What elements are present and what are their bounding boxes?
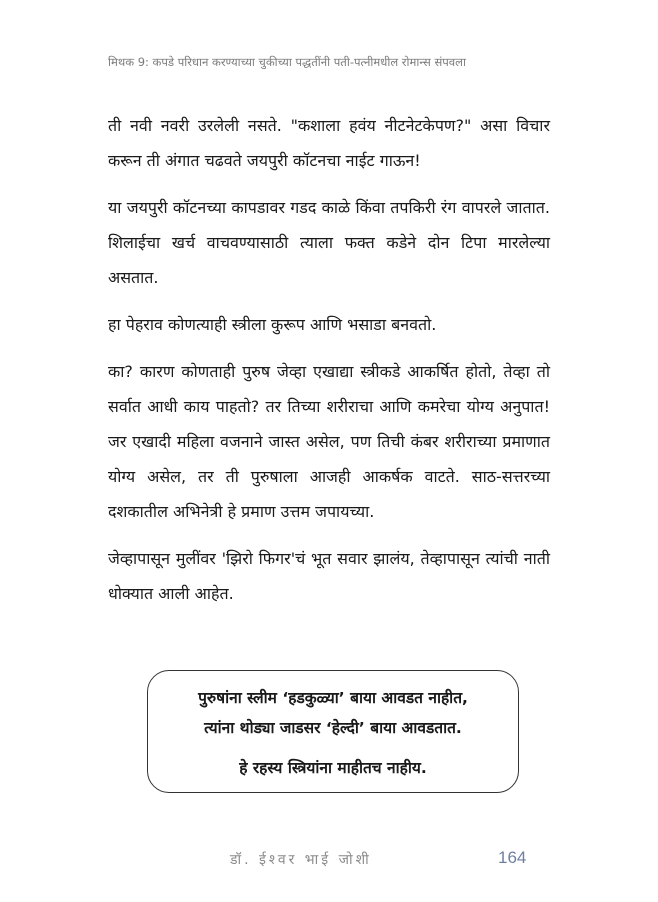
running-header: मिथक 9: कपडे परिधान करण्याच्या चुकीच्या पद्धतींनी पती-पत्नीमधील रोमान्स संपवला xyxy=(108,55,466,69)
paragraph: ती नवी नवरी उरलेली नसते. "कशाला हवंय नीटनेटकेपण?" असा विचार करून ती अंगात चढवते जयपुरी कॉटनचा नाईट गाऊन! xyxy=(108,116,550,170)
page-number: 164 xyxy=(498,848,527,867)
callout-box xyxy=(147,670,519,793)
callout-line: हे रहस्य स्त्रियांना माहीतच नाहीय. xyxy=(239,759,427,777)
paragraph: जेव्हापासून मुलींवर 'झिरो फिगर'चं भूत सवार झालंय, तेव्हापासून त्यांची नाती धोक्यात आली आहेत. xyxy=(108,549,550,603)
callout-line: पुरुषांना स्लीम ‘हडकुळ्या’ बाया आवडत नाहीत, xyxy=(198,689,468,707)
footer-author: डॉ. ईश्वर भाई जोशी xyxy=(230,852,372,868)
body-text xyxy=(108,108,550,623)
callout-line: त्यांना थोड्या जाडसर ‘हेल्दी’ बाया आवडतात. xyxy=(204,719,462,737)
paragraph: या जयपुरी कॉटनच्या कापडावर गडद काळे किंवा तपकिरी रंग वापरले जातात. शिलाईचा खर्च वाचवण्यासाठी त्याला फक्त कडेने दोन टिपा मारलेल्या असतात. xyxy=(108,198,550,287)
paragraph: का? कारण कोणताही पुरुष जेव्हा एखाद्या स्त्रीकडे आकर्षित होतो, तेव्हा तो सर्वात आधी काय पाहतो? तर तिच्या शरीराचा आणि कमरेचा योग्य अनुपात! जर एखादी महिला वजनाने जास्त असेल, पण तिची कंबर शरीराच्या प्रमाणात योग्य असेल, तर ती पुरुषाला आजही आकर्षक वाटते. साठ-सत्तरच्या दशकातील अभिनेत्री हे प्रमाण उत्तम जपायच्या. xyxy=(108,362,550,521)
paragraph: हा पेहराव कोणत्याही स्त्रीला कुरूप आणि भसाडा बनवतो. xyxy=(108,315,437,334)
